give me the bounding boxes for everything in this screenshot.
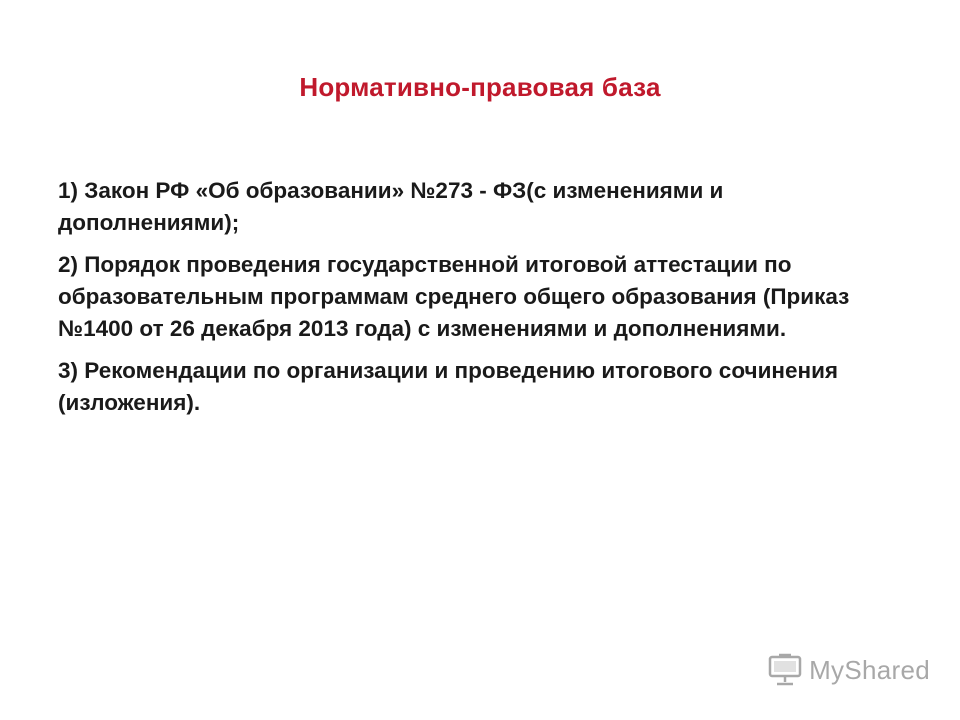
slide-body <box>58 175 908 429</box>
watermark-text: MyShared <box>809 654 930 685</box>
list-item: 2) Порядок проведения государственной итоговой аттестации по образовательным программам среднего общего образования (Приказ №1400 от 26 декабря 2013 года) с изменениями и дополнениями. <box>58 252 850 341</box>
list-item: 1) Закон РФ «Об образовании» №273 - ФЗ(с изменениями и дополнениями); <box>58 178 724 235</box>
presentation-board-icon <box>767 653 803 687</box>
slide-title: Нормативно-правовая база <box>299 72 661 102</box>
list-item: 3) Рекомендации по организации и проведению итогового сочинения (изложения). <box>58 358 839 415</box>
watermark <box>767 650 930 690</box>
